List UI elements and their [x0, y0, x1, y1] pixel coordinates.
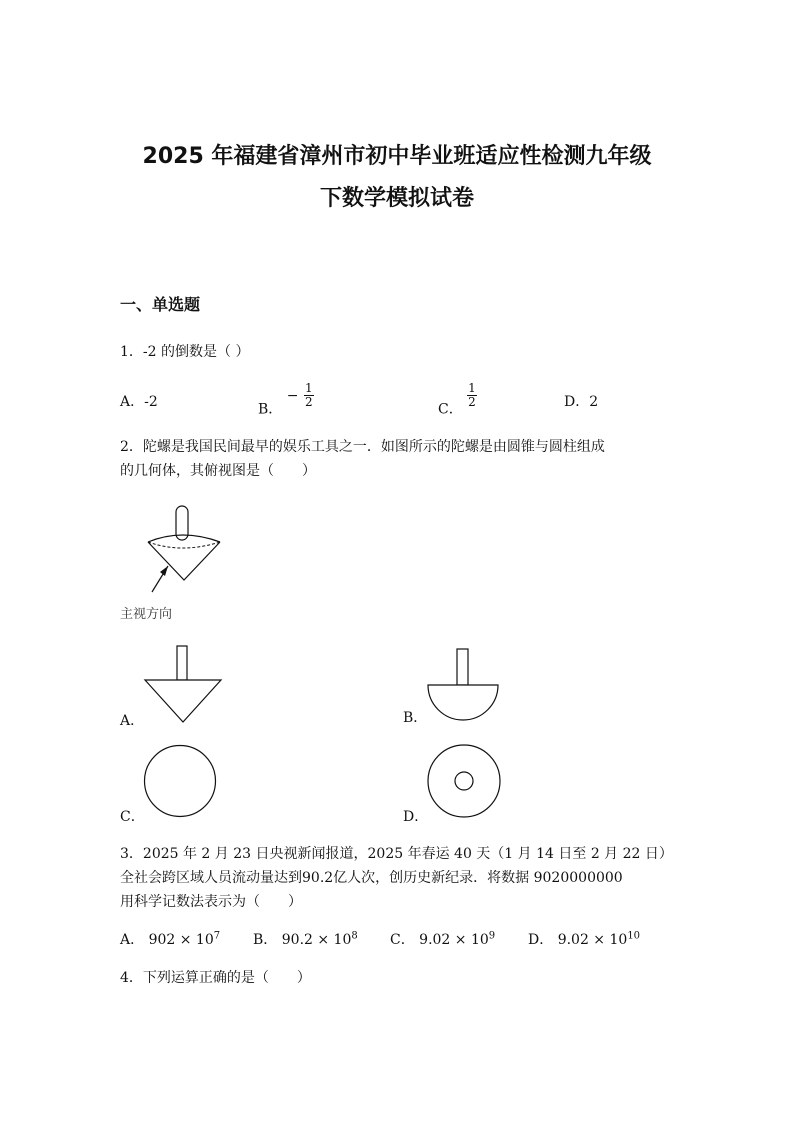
scientific-notation	[149, 932, 221, 948]
question-1-option-b	[258, 382, 314, 419]
question-3-option-b	[253, 929, 358, 949]
minus-sign: −	[286, 387, 299, 404]
sci-exponent: 7	[213, 930, 221, 942]
fraction-numerator: 1	[304, 381, 313, 395]
option-b-label: B．	[253, 932, 278, 948]
scientific-notation	[419, 932, 495, 948]
sci-exponent: 9	[488, 930, 496, 942]
question-1-option-c	[438, 382, 477, 419]
fraction-denominator: 2	[304, 395, 313, 409]
question-1-option-d: D．2	[564, 394, 599, 410]
scientific-notation	[558, 932, 640, 948]
fraction-numerator: 1	[468, 381, 476, 395]
fraction-one-half	[304, 382, 314, 409]
sci-exponent: 8	[351, 930, 358, 942]
question-2-option-a-figure	[142, 644, 224, 726]
option-d-label: D．	[528, 932, 554, 948]
question-2-option-b-label: B．	[403, 710, 428, 726]
option-b-label: B．	[258, 401, 283, 418]
sci-base: 90.2 × 10	[281, 932, 352, 948]
question-1-option-a: A．-2	[120, 394, 158, 410]
fraction-one-half	[467, 382, 477, 409]
fraction-denominator: 2	[468, 395, 476, 409]
question-3-option-c	[390, 929, 495, 949]
spinning-top-figure	[140, 502, 230, 602]
exam-title-line1: 2025 年福建省漳州市初中毕业班适应性检测九年级	[142, 144, 652, 169]
sci-base: 902 × 10	[148, 932, 214, 948]
question-4-stem: 4．下列运算正确的是（ ）	[120, 970, 311, 986]
question-2-option-c-label: C．	[120, 809, 145, 825]
question-1-stem: 1．-2 的倒数是（ ）	[120, 344, 250, 360]
option-c-label: C．	[438, 401, 463, 418]
question-3-stem-line2: 全社会跨区域人员流动量达到90.2亿人次，创历史新纪录．将数据 9020000000	[120, 870, 623, 886]
view-direction-caption: 主视方向	[120, 607, 173, 622]
question-2-stem-line1: 2．陀螺是我国民间最早的娱乐工具之一．如图所示的陀螺是由圆锥与圆柱组成	[120, 439, 605, 455]
question-2-option-d-label: D．	[403, 809, 429, 825]
question-2-option-a-label: A．	[120, 713, 145, 729]
sci-exponent: 10	[627, 930, 641, 942]
question-3-stem-line1: 3．2025 年 2 月 23 日央视新闻报道，2025 年春运 40 天（1 月 14 日至 2 月 22 日）	[120, 846, 673, 862]
question-3-option-a	[120, 929, 220, 949]
sci-base: 9.02 × 10	[419, 932, 489, 948]
question-2-option-b-figure	[426, 647, 500, 723]
question-2-stem-line2: 的几何体，其俯视图是（ ）	[120, 463, 316, 479]
exam-title-line2: 下数学模拟试卷	[319, 186, 474, 211]
option-a-label: A．	[120, 932, 145, 948]
question-2-option-c-figure	[142, 743, 220, 821]
scientific-notation	[282, 932, 358, 948]
question-3-stem-line3: 用科学记数法表示为（ ）	[120, 894, 302, 910]
option-c-label: C．	[390, 932, 415, 948]
section-heading-single-choice: 一、单选题	[120, 295, 201, 314]
question-3-option-d	[528, 929, 640, 949]
question-2-option-d-figure	[426, 743, 504, 821]
sci-base: 9.02 × 10	[557, 932, 628, 948]
